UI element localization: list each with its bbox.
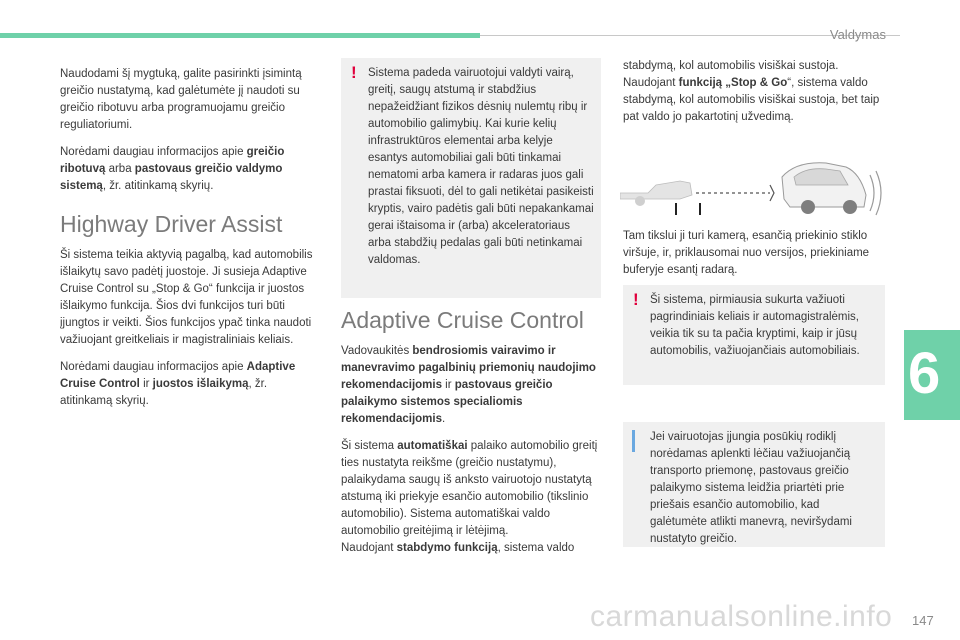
- info-text: Jei vairuotojas įjungia posūkių rodiklį norėdamas aplenkti lėčiau važiuojančią transporto priemonę, pastovaus greičio palaikymo sistema leidžia priartėti prie priešais esančio automobilio, kad galėtumėte atlikti manevrą, neviršydami nustatyto greičio.: [650, 431, 852, 545]
- paragraph-recommendations: Vadovaukitės bendrosiomis vairavimo ir manevravimo pagalbinių priemonių naudojimo rekomendacijomis ir pastovaus greičio palaikymo sistemos specialiomis rekomendacijomis.: [341, 345, 596, 425]
- heading-highway-driver-assist: Highway Driver Assist: [60, 211, 283, 237]
- own-car-wheel-icon: [635, 196, 645, 206]
- column-middle: [341, 307, 601, 557]
- info-box-overtaking: [623, 422, 885, 547]
- warning-text: Sistema padeda vairuotojui valdyti vairą, greitį, saugų atstumą ir stabdžius nepažeidžiant fizikos dėsnių nulemtų ribų ir automobilio galimybių. Kai kurie kelių infrastruktūros elementai arba kelyje esantys automobiliai gali būti tinkamai nematomi arba kamera ir radaras juos gali prastai fiksuoti, dėl to gali netikėtai pasikeisti kryptis, vairo padėtis gali būti nepakankamai gerai ištaisoma ir (arba) akceleratoriaus arba stabdžių pedalas gali būti netinkamai valdomas.: [368, 67, 594, 266]
- watermark: carmanualsonline.info: [590, 600, 893, 633]
- column-right-top: [623, 58, 885, 136]
- column-right-middle: [623, 228, 885, 289]
- paragraph-stop-and-go: stabdymą, kol automobilis visiškai sustoja. Naudojant funkciją „Stop & Go“, sistema valdo stabdymą, kol automobilis visiškai sustoja, bet taip pat valdo jo pakartotinį užvedimą.: [623, 60, 880, 123]
- warning-icon: !: [351, 63, 357, 82]
- paragraph-camera-radar: Tam tikslui ji turi kamerą, esančią priekinio stiklo viršuje, ir, priklausomai nuo versijos, priekiniame buferyje esantį radarą.: [623, 230, 870, 276]
- paragraph-hda-more-info: Norėdami daugiau informacijos apie Adaptive Cruise Control ir juostos išlaikymą, žr. atitinkamą skyrių.: [60, 361, 296, 407]
- column-left: [60, 66, 315, 420]
- radar-car-illustration: [620, 155, 888, 217]
- heading-adaptive-cruise-control: Adaptive Cruise Control: [341, 307, 584, 333]
- paragraph-hda-description: Ši sistema teikia aktyvią pagalbą, kad automobilis išlaikytų savo padėtį juostoje. Ji susieja Adaptive Cruise Control su „Stop & Go“ funkcija ir juostos išlaikymo funkcija. Šios dvi funkcijos turi būti įjungtos ir veikti. Šios funkcijos ypač tinka naudoti važiuojant greitkeliais ir magistraliniais keliais.: [60, 249, 313, 346]
- target-car-wheel-icon: [843, 200, 857, 214]
- warning-text: Ši sistema, pirmiausia sukurta važiuoti pagrindiniais keliais ir automagistralėmis, veikia tik su ta pačia kryptimi, kaip ir jūsų automobilis, važiuojančiais automobiliais.: [650, 294, 860, 357]
- paragraph-acc-description: Ši sistema automatiškai palaiko automobilio greitį ties nustatyta reikšme (greičio nustatymu), palaikydama saugų iš anksto vairuotojo nustatytą atstumą iki priekyje esančio automobilio (tikslinio automobilio). Sistema automatiškai valdo automobilio greitėjimą ir lėtėjimą. Naudojant stabdymo funkciją, sistema valdo: [341, 440, 598, 554]
- chapter-number: 6: [908, 341, 941, 406]
- warning-box-road-usage: [623, 285, 885, 385]
- warning-box-system-limits: [341, 58, 601, 298]
- page-number: 147: [912, 613, 934, 628]
- info-icon: [632, 430, 635, 452]
- header-accent-bar: [0, 33, 480, 38]
- paragraph-memory-speed: Naudodami šį mygtuką, galite pasirinkti įsimintą greičio nustatymą, kad galėtumėte jį naudoti su greičio ribotuvu arba programuojamu greičio reguliatoriumi.: [60, 68, 302, 131]
- section-title: Valdymas: [829, 27, 886, 42]
- target-car-wheel-icon: [801, 200, 815, 214]
- warning-icon: !: [633, 290, 639, 309]
- paragraph-more-info: Norėdami daugiau informacijos apie greičio ribotuvą arba pastovaus greičio valdymo sistemą, žr. atitinkamą skyrių.: [60, 146, 285, 192]
